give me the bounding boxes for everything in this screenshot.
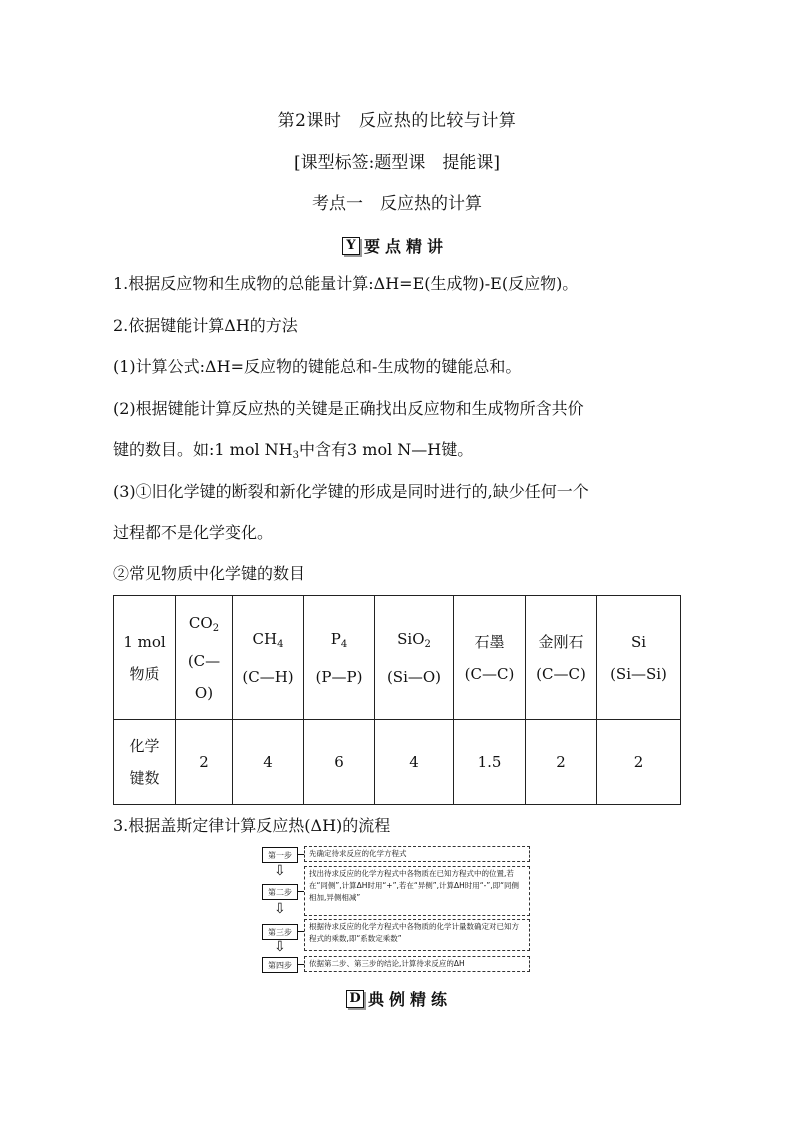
- point-1: 1.根据反应物和生成物的总能量计算:ΔH=E(生成物)-E(反应物)。: [113, 274, 579, 293]
- point-2: 2.依据键能计算ΔH的方法: [113, 316, 298, 335]
- examples-badge: [346, 987, 452, 1010]
- d-letter-icon: D: [346, 990, 364, 1008]
- point-2-1: (1)计算公式:ΔH=反应物的键能总和-生成物的键能总和。: [113, 357, 522, 376]
- table-cell: 4: [375, 720, 454, 805]
- table-cell: 2: [526, 720, 597, 805]
- point-3: 3.根据盖斯定律计算反应热(ΔH)的流程: [113, 816, 391, 835]
- point-2-2-line1: (2)根据键能计算反应热的关键是正确找出反应物和生成物所含共价: [113, 399, 584, 418]
- down-arrow-icon: ⇩: [274, 901, 286, 917]
- bond-type: (P—P): [315, 667, 363, 686]
- table-cell: 1.5: [454, 720, 526, 805]
- flow-step-4: 第四步: [262, 957, 298, 973]
- bond-count-table: [113, 595, 681, 805]
- point-2-2-text-b: 中含有3 mol N—H键。: [299, 440, 474, 459]
- examples-label: 典例精练: [368, 990, 453, 1009]
- flow-desc-2: 找出待求反应的化学方程式中各物质在已知方程式中的位置,若在“同侧”,计算ΔH时用“+”,若在“异侧”,计算ΔH时用“-”,即“同侧相加,异侧相减”: [304, 866, 530, 916]
- table-cell: 2: [597, 720, 681, 805]
- header-text: 物质: [129, 664, 160, 683]
- formula: $CH_4$: [252, 629, 284, 650]
- point-2-2-line2: [113, 440, 473, 466]
- bond-type: (Si—Si): [610, 664, 667, 683]
- table-cell: [597, 596, 681, 720]
- point-2-3-line3: ②常见物质中化学键的数目: [113, 564, 306, 583]
- bond-type: (C—C): [536, 664, 586, 683]
- bond-type: (Si—O): [386, 667, 442, 686]
- formula: 金刚石: [538, 632, 584, 651]
- hess-law-flowchart: [262, 844, 534, 974]
- key-points-badge: [342, 234, 448, 257]
- header-text: 化学: [129, 737, 160, 755]
- table-row: [114, 596, 681, 720]
- bond-type: O): [194, 683, 214, 702]
- nh3-subscript: 3: [292, 450, 299, 461]
- table-cell: [233, 596, 304, 720]
- flow-desc-3: 根据待求反应的化学方程式中各物质的化学计量数确定对已知方程式的乘数,即“系数定乘数”: [304, 919, 530, 951]
- formula: $CO_2$: [188, 613, 220, 634]
- table-cell: 4: [233, 720, 304, 805]
- formula: 石墨: [474, 632, 505, 651]
- down-arrow-icon: ⇩: [274, 939, 286, 955]
- table-cell: 2: [176, 720, 233, 805]
- point-2-3-line1: (3)①旧化学键的断裂和新化学键的形成是同时进行的,缺少任何一个: [113, 482, 589, 501]
- formula: Si: [630, 632, 647, 651]
- table-cell: [375, 596, 454, 720]
- flow-desc-4: 依据第二步、第三步的结论,计算待求反应的ΔH: [304, 956, 530, 972]
- flow-step-3: 第三步: [262, 924, 298, 940]
- table-header-cell: [114, 720, 176, 805]
- bond-type: (C—C): [464, 664, 515, 683]
- formula: $P_4$: [330, 629, 348, 650]
- flow-desc-1: 先确定待求反应的化学方程式: [304, 846, 530, 862]
- table-cell: [526, 596, 597, 720]
- bond-type: (C—H): [242, 667, 294, 686]
- flow-step-1: 第一步: [262, 847, 298, 863]
- table-cell: [304, 596, 375, 720]
- lesson-title: 第2课时 反应热的比较与计算: [277, 111, 517, 131]
- lesson-tags: [课型标签:题型课 提能课]: [294, 153, 500, 173]
- section-heading: 考点一 反应热的计算: [312, 194, 482, 214]
- point-2-3-line2: 过程都不是化学变化。: [113, 523, 274, 542]
- key-points-label: 要点精讲: [364, 237, 449, 256]
- table-cell: [176, 596, 233, 720]
- header-text: 1 mol: [123, 632, 166, 651]
- table-cell: [454, 596, 526, 720]
- table-cell: 6: [304, 720, 375, 805]
- flow-step-2: 第二步: [262, 884, 298, 900]
- y-letter-icon: Y: [342, 237, 360, 255]
- table-row: [114, 720, 681, 805]
- down-arrow-icon: ⇩: [274, 863, 286, 879]
- bond-type: (C—: [187, 651, 221, 670]
- formula: SiO$_2$: [397, 629, 431, 650]
- table-header-cell: [114, 596, 176, 720]
- header-text: 键数: [129, 769, 160, 787]
- point-2-2-text-a: 键的数目。如:1 mol NH: [113, 440, 293, 459]
